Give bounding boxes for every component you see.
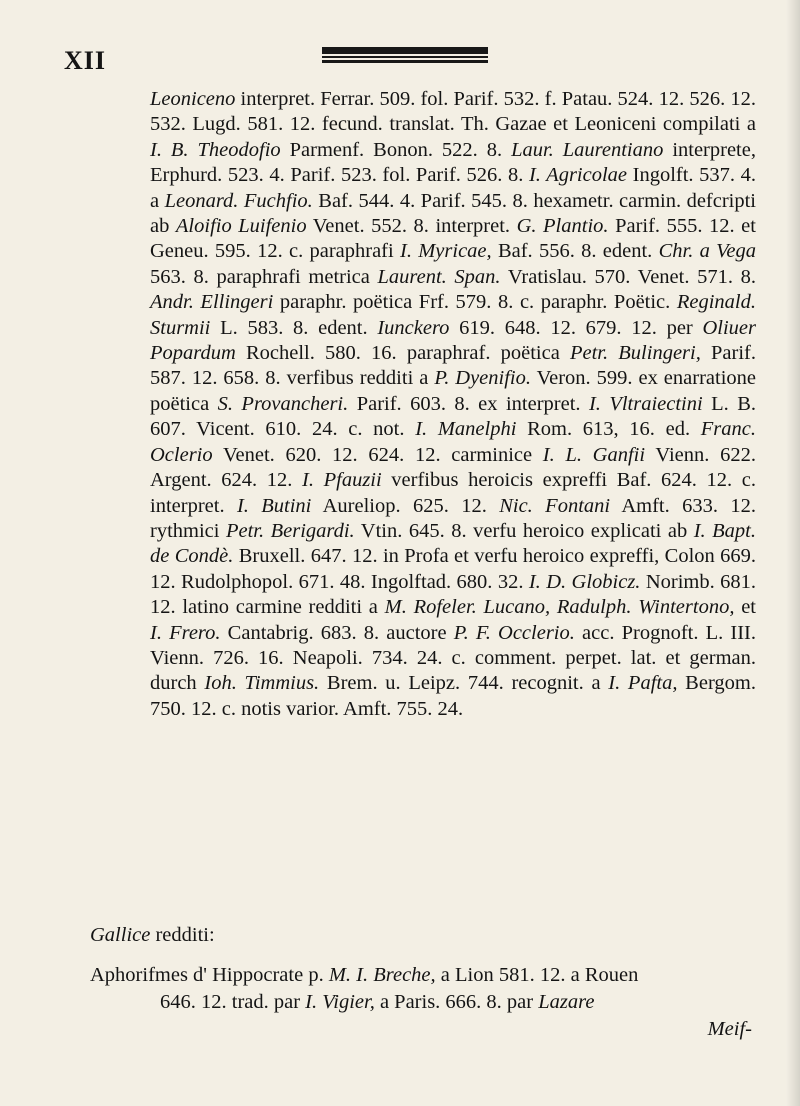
italic-name-run: Iunckero [377,316,450,339]
footer-line2-mid: a Paris. 666. 8. par [374,991,539,1013]
footer-line-3 [90,1016,752,1043]
italic-name-run: Oliuer Popardum [150,316,756,365]
italic-name-run: Laurent. Span. [377,265,501,288]
text-run: Brem. u. Leipz. 744. recognit. a [319,672,609,695]
text-run: Parif. 587. 12. 658. 8. verfibus redditi a [150,342,756,390]
text-run: Amft. 633. 12. rythmici [150,494,756,542]
ornament-rule-medium [322,60,488,63]
ornament-rule-thick [322,47,488,54]
italic-name-run: Franc. Oclerio [150,418,756,466]
italic-name-run: I. Myricae, [400,240,492,263]
italic-name-run: Chr. a Vega [658,240,757,263]
italic-name-run: Andr. Ellingeri [150,291,274,314]
italic-name-run: M. Rofeler. Lucano, Radulph. Wintertono, [384,596,735,619]
page-number: XII [64,46,107,75]
italic-name-run: P. Dyenifio. [434,367,531,390]
italic-name-run: I. Manelphi [415,418,517,441]
text-run: Aureliop. 625. 12. [311,494,500,517]
text-run: Parmenf. Bonon. 522. 8. [280,138,512,161]
footer-line2-italic-2: Lazare [538,991,595,1013]
text-run: Venet. 620. 12. 624. 12. carminice [212,443,543,466]
italic-name-run: P. F. Occlerio. [453,621,575,644]
text-run: acc. Prognoft. L. III. Vienn. 726. 16. Neapoli. 734. 24. c. comment. perpet. lat. et german. durch [150,621,756,695]
ornament-rule-thin [322,56,488,58]
sub-heading [90,922,490,948]
text-run: L. B. 607. Vicent. 610. 24. c. not. [150,392,756,441]
text-run: Rom. 613, 16. ed. [516,418,701,441]
text-run: Veron. 599. ex enarratione poëtica [150,367,756,415]
italic-name-run: I. Pfauzii [302,469,382,492]
text-run: interpret. Ferrar. 509. fol. Parif. 532. f. Patau. 524. 12. 526. 12. 532. Lugd. 581. 12. fecund. translat. Th. Gazae et Leoniceni compilati a [150,88,756,136]
text-run: Bruxell. 647. 12. in Profa et verfu heroico expreffi, Colon 669. 12. Rudolphopol. 671. 48. Ingolftad. 680. 32. [150,545,757,593]
italic-name-run: I. Frero. [150,621,221,644]
text-run: Ingolft. 537. 4. a [150,164,757,212]
footer-line2-italic-1: I. Vigier, [305,991,375,1013]
italic-name-run: I. D. Globicz. [528,570,641,593]
text-run: Vratislau. 570. Venet. 571. 8. [500,265,756,288]
footer-line1-text: Aphorifmes d' Hippocrate p. [90,964,329,986]
main-paragraph [150,87,756,722]
footer-line1-italic: M. I. Breche, [328,964,436,986]
footer-line-2 [90,989,752,1016]
italic-name-run: I. Butini [236,494,312,517]
text-run: 563. 8. paraphrafi metrica [150,265,378,288]
italic-name-run: I. B. Theodofio [150,138,281,161]
italic-name-run: Petr. Berigardi. [225,519,355,542]
text-run: Rochell. 580. 16. paraphraf. poëtica [235,342,570,365]
text-run: 619. 648. 12. 679. 12. per [449,316,703,339]
italic-name-run: S. Provancheri. [217,392,349,415]
footer-line2-text: 646. 12. trad. par [160,991,306,1013]
page-edge-shadow [786,0,800,1106]
text-run: Vienn. 622. Argent. 624. 12. [150,443,756,492]
text-run: Norimb. 681. 12. latino carmine redditi a [150,570,756,619]
italic-name-run: I. Vltraiectini [588,392,703,415]
sub-heading-italic: Gallice [90,924,151,946]
text-run: verfibus heroicis expreffi Baf. 624. 12. c. interpret. [150,469,756,517]
italic-name-run: I. L. Ganfii [542,443,646,466]
italic-name-run: I. Agricolae [528,164,628,187]
footer-line1-end: a Lion 581. 12. a Rouen [435,964,639,986]
italic-name-run: Laur. Laurentiano [511,138,664,161]
text-run: paraphr. poëtica Frf. 579. 8. c. paraphr. Poëtic. [273,291,677,314]
italic-name-run: Petr. Bulingeri, [569,342,701,365]
italic-name-run: Nic. Fontani [499,494,611,517]
footer-paragraph [90,962,752,1043]
text-run: Venet. 552. 8. interpret. [306,215,517,238]
sub-heading-rest: redditi: [150,924,215,946]
italic-name-run: G. Plantio. [516,215,609,238]
text-run: Baf. 556. 8. edent. [491,240,659,263]
footer-line-1 [90,964,638,986]
italic-name-run: Reginald. Sturmii [150,291,756,339]
italic-name-run: Leonard. Fuchfio. [164,189,313,212]
text-run: Bergom. 750. 12. c. notis varior. Amft. 755. 24. [150,672,756,720]
text-run: et [734,596,756,619]
italic-name-run: I. Bapt. de Condè. [150,519,757,568]
footer-line3-italic: Meif- [707,1018,752,1040]
text-run: Vtin. 645. 8. verfu heroico explicati ab [354,519,694,542]
text-run: Cantabrig. 683. 8. auctore [220,621,454,644]
italic-name-run: Leoniceno [150,88,236,110]
italic-name-run: Ioh. Timmius. [204,672,320,695]
text-run: Baf. 544. 4. Parif. 545. 8. hexametr. carmin. defcripti ab [150,189,757,238]
header-ornament [322,47,488,65]
text-run: Parif. 555. 12. et Geneu. 595. 12. c. paraphrafi [150,215,756,263]
italic-name-run: Aloifio Luifenio [175,215,307,238]
italic-name-run: I. Pafta, [608,672,678,695]
text-run: L. 583. 8. edent. [210,316,378,339]
text-run: Parif. 603. 8. ex interpret. [348,392,589,415]
text-run: interprete, Erphurd. 523. 4. Parif. 523. fol. Parif. 526. 8. [150,138,756,187]
